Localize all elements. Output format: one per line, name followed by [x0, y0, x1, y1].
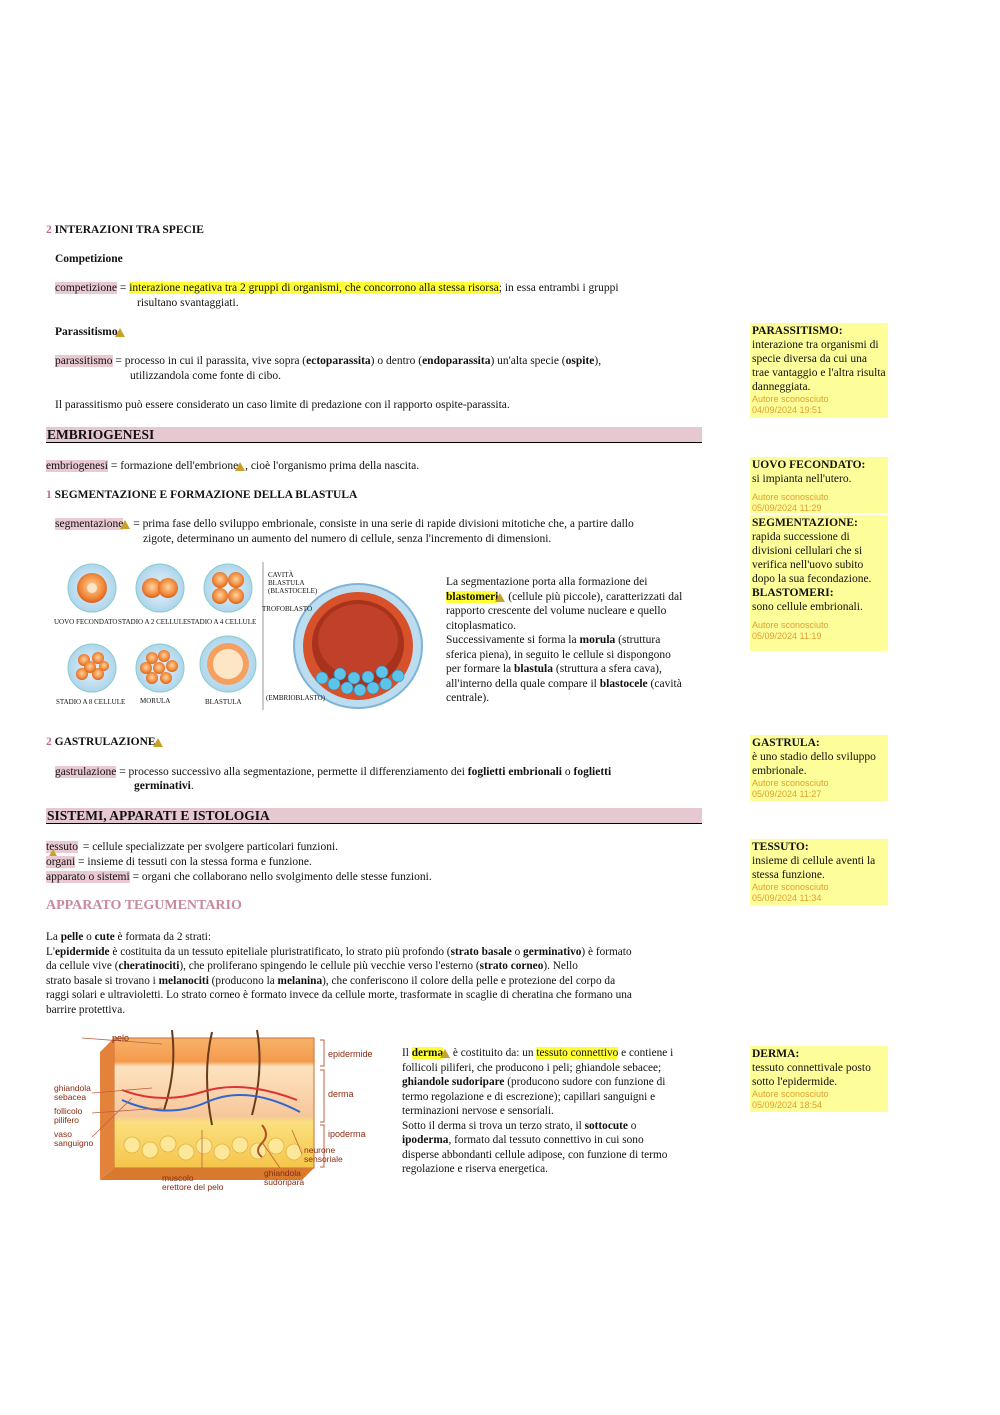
figure-label: MORULA [140, 697, 171, 705]
term-embriogenesi: embriogenesi [46, 460, 108, 472]
comment-note-tessuto[interactable]: TESSUTO: insieme di cellule aventi la stessa funzione. Autore sconosciuto 05/09/2024 11:34 [750, 839, 888, 905]
section-heading: 1 SEGMENTAZIONE E FORMAZIONE DELLA BLASTULA [46, 489, 358, 501]
paragraph-pelle: La pelle o cute è formata da 2 strati: L'epidermide è costituita da un tessuto epiteliale pluristratificato, lo strato più profondo (strato basale o germinativo) è formato da cellule vive (cheratinociti), che proliferano spingendo le cellule più vecchie verso l'esterno (strato corneo). Nello strato basale si trovano i melanociti (producono la melanina), che conferiscono il colore della pelle e protezione del corpo da raggi solari e ultravioletti. Lo strato corneo è formato invece da cellule morte, trasformate in scaglie di cheratina che formano una barrire protettiva. [46, 931, 632, 1016]
figure-label: (EMBRIOBLASTO) [266, 694, 325, 702]
figure-label: STADIO A 4 CELLULE [187, 618, 257, 626]
definition-tessuto: tessuto = cellule specializzate per svolgere particolari funzioni. [46, 840, 338, 858]
figure-label-cavita: CAVITÀ BLASTULA (BLASTOCELE) [268, 571, 318, 595]
paragraph-parassitismo: Il parassitismo può essere considerato un caso limite di predazione con il rapporto ospite-parassita. [55, 399, 510, 411]
figure-label: TROFOBLASTO [262, 605, 313, 613]
comment-marker-icon[interactable] [115, 328, 125, 337]
skin-label: epidermide [328, 1049, 373, 1059]
definition-parassitismo: parassitismo = processo in cui il parassita, vive sopra (ectoparassita) o dentro (endoparassita) un'alta specie (ospite), [55, 355, 602, 367]
highlight-text[interactable]: interazione negativa tra 2 gruppi di organismi, che concorrono alla stessa risorsa [129, 282, 499, 294]
skin-label: muscolo erettore del pelo [162, 1173, 224, 1192]
subheading-parassitismo: Parassitismo [55, 325, 125, 339]
figure-label: STADIO A 2 CELLULE [118, 618, 188, 626]
section-heading: 2 GASTRULAZIONE [46, 735, 163, 749]
skin-layers-figure [52, 1030, 388, 1192]
term-parassitismo: parassitismo [55, 355, 113, 367]
comment-marker-icon[interactable] [495, 593, 505, 602]
definition-continuation: germinativi. [134, 780, 194, 792]
definition-apparato: apparato o sistemi = organi che collaborano nello svolgimento delle stesse funzioni. [46, 871, 432, 883]
skin-label: pelo [112, 1033, 130, 1043]
definition-segmentazione: segmentazione = prima fase dello sviluppo embrionale, consiste in una serie di rapide divisioni mitotiche che, a partire dallo [55, 518, 634, 530]
skin-label: ghiandola sebacea [54, 1083, 91, 1102]
comment-marker-icon[interactable] [120, 520, 130, 529]
subheading-competizione: Competizione [55, 253, 123, 265]
section-title-tegumentario: APPARATO TEGUMENTARIO [46, 898, 242, 913]
figure-label: STADIO A 8 CELLULE [56, 698, 126, 706]
skin-label: ghiandola sudoripara [264, 1168, 305, 1187]
comment-note-parassitismo[interactable]: PARASSITISMO: interazione tra organismi di specie diversa da cui una trae vantaggio e l'altra risulta danneggiata. Autore sconosciuto 04/09/2024 19:51 [750, 323, 888, 418]
comment-marker-icon[interactable] [235, 462, 245, 471]
definition-organi: organi = insieme di tessuti con la stessa forma e funzione. [46, 856, 312, 868]
comment-note-derma[interactable]: DERMA: tessuto connettivale posto sotto l'epidermide. Autore sconosciuto 05/09/2024 18:54 [750, 1046, 888, 1112]
paragraph-blastomeri: La segmentazione porta alla formazione dei blastomeri (cellule più piccole), caratterizzati dal rapporto crescente del volume nucleare e quello citoplasmatico. Successivamente si forma la morula (struttura sferica piena), in seguito le cellule si dispongono per formare la blastula (struttura a sfera cava), all'interno della quale compare il blastocele (cavità centrale). [446, 576, 683, 704]
figure-label: UOVO FECONDATO [54, 618, 118, 626]
embryo-stages-figure [52, 560, 430, 712]
section-heading: 2 INTERAZIONI TRA SPECIE [46, 224, 204, 236]
figure-label: BLASTULA [205, 698, 242, 706]
definition-continuation: utilizzandola come fonte di cibo. [130, 370, 282, 382]
definition-embriogenesi: embriogenesi = formazione dell'embrione , cioè l'organismo prima della nascita. [46, 460, 420, 472]
skin-label: follicolo pilifero [54, 1106, 83, 1125]
comment-note-uovo-fecondato[interactable]: UOVO FECONDATO: si impianta nell'utero. Autore sconosciuto 05/09/2024 11:29 [750, 457, 888, 513]
highlight-text[interactable]: derma [411, 1047, 444, 1059]
paragraph-derma: Il derma è costituito da: un tessuto connettivo e contiene i follicoli piliferi, che producono i peli; ghiandole sebacee; ghiandole sudoripare (producono sudore con funzione di termo regolazione e di escrezione); capillari sanguigni e terminazioni nervose e sensoriali. Sotto il derma si trova un terzo strato, il sottocute o ipoderma, formato dal tessuto connettivo in cui sono disperse abbondanti cellule adipose, con funzione di termo regolazione e riserva energetica. [402, 1047, 674, 1175]
term-gastrulazione: gastrulazione [55, 766, 117, 778]
embryo-stages-illustration [52, 560, 430, 712]
skin-label: ipoderma [328, 1129, 366, 1139]
definition-continuation: zigote, determinano un aumento del numero di cellule, senza l'incremento di dimensioni. [143, 533, 552, 545]
skin-label: derma [328, 1089, 354, 1099]
skin-label: vaso sanguigno [54, 1129, 94, 1148]
section-bar-embriogenesi: EMBRIOGENESI [46, 427, 702, 443]
term-competizione: competizione [55, 282, 117, 294]
definition-continuation: risultano svantaggiati. [137, 297, 239, 309]
comment-note-gastrula[interactable]: GASTRULA: è uno stadio dello sviluppo embrionale. Autore sconosciuto 05/09/2024 11:27 [750, 735, 888, 801]
definition-competizione: competizione = interazione negativa tra 2 gruppi di organismi, che concorrono alla stessa risorsa; in essa entrambi i gruppi [55, 282, 619, 294]
definition-gastrulazione: gastrulazione = processo successivo alla segmentazione, permette il differenziamento dei foglietti embrionali o foglietti [55, 766, 612, 778]
highlight-text[interactable]: blastomeri [446, 590, 499, 603]
comment-marker-icon[interactable] [153, 738, 163, 747]
skin-label: neurone sensoriale [304, 1145, 343, 1164]
section-bar-sistemi: SISTEMI, APPARATI E ISTOLOGIA [46, 808, 702, 824]
highlight-text[interactable]: tessuto connettivo [536, 1047, 619, 1059]
comment-marker-icon[interactable] [440, 1049, 450, 1058]
comment-note-segmentazione[interactable]: SEGMENTAZIONE: rapida successione di divisioni cellulari che si verifica nell'uovo subito dopo la sua fecondazione. BLASTOMERI: sono cellule embrionali. Autore sconosciuto 05/09/2024 11:19 [750, 515, 888, 651]
